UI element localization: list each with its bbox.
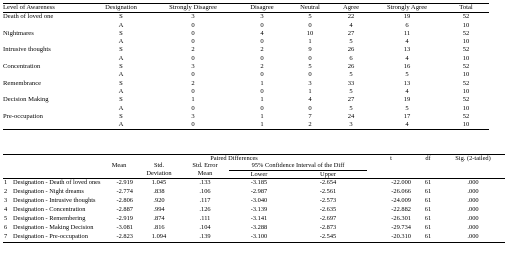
table-row <box>3 197 505 206</box>
row-index-cell: 6 <box>4 224 8 232</box>
table-row <box>3 105 489 113</box>
table-cell: 6 <box>405 21 409 29</box>
df-cell: 61 <box>424 224 432 232</box>
awareness-frequency-table <box>3 3 489 130</box>
awareness-level-cell <box>3 55 91 63</box>
table2-header-row-3 <box>3 170 505 178</box>
mean-cell: -2.774 <box>116 188 133 196</box>
table-cell: 10 <box>462 104 470 112</box>
awareness-level-cell <box>3 71 91 79</box>
header-upper: Upper <box>289 170 367 178</box>
table-row <box>3 96 489 104</box>
table-cell: 17 <box>403 112 411 120</box>
table-cell: 0 <box>308 104 312 112</box>
table-cell: 0 <box>191 29 195 37</box>
table-row <box>3 80 489 88</box>
table-cell: 0 <box>191 71 195 79</box>
table-cell: S <box>119 79 123 87</box>
header-std-err-2: Mean <box>181 170 229 178</box>
table-cell: 0 <box>308 21 312 29</box>
row-index-cell: 3 <box>4 197 8 205</box>
ci-upper-cell: -2.697 <box>319 215 337 223</box>
table-cell: 1 <box>235 121 289 130</box>
awareness-level-cell: Decision Making <box>3 96 49 104</box>
awareness-level-cell: Pre-occupation <box>3 112 43 120</box>
row-index-cell: 5 <box>4 215 8 223</box>
table-cell: 4 <box>308 96 312 104</box>
table-cell: 0 <box>191 87 195 95</box>
table-row <box>3 188 505 197</box>
std-deviation-cell: 1.094 <box>137 233 181 243</box>
table-cell: 24 <box>347 112 355 120</box>
table-cell: S <box>119 29 123 37</box>
table-row <box>3 224 505 233</box>
table-row <box>3 113 489 121</box>
table-cell: 52 <box>462 79 470 87</box>
t-value-cell: -26.066 <box>391 188 411 196</box>
df-cell: 61 <box>424 206 432 214</box>
table-cell: 19 <box>403 13 411 21</box>
std-deviation-cell: .994 <box>153 206 165 214</box>
table-row <box>3 121 489 130</box>
t-value-cell: -29.734 <box>391 224 411 232</box>
std-error-cell: .139 <box>181 233 229 243</box>
sig-cell: .000 <box>467 197 479 205</box>
table2-header-row-2 <box>3 162 505 170</box>
std-error-cell: .106 <box>199 188 211 196</box>
t-value-cell: -22.882 <box>391 206 411 214</box>
table-cell: 13 <box>403 46 411 54</box>
table-cell: 0 <box>260 104 264 112</box>
table-cell: 4 <box>349 21 353 29</box>
sig-cell: .000 <box>467 224 479 232</box>
pair-label-cell: Designation - Concentration <box>13 206 86 214</box>
ci-upper-cell: -2.654 <box>319 179 337 187</box>
table-cell: 27 <box>347 29 355 37</box>
awareness-level-cell <box>3 105 91 113</box>
mean-cell: -2.806 <box>116 197 133 205</box>
header-sig: Sig. (2-tailed) <box>441 155 505 163</box>
table-cell: A <box>91 121 151 130</box>
mean-cell: -3.081 <box>116 224 133 232</box>
table-cell: 0 <box>260 54 264 62</box>
table-cell: 0 <box>260 87 264 95</box>
std-error-cell: .126 <box>199 206 211 214</box>
pair-label-cell: Designation - Night dreams <box>13 188 84 196</box>
table-cell: 0 <box>191 21 195 29</box>
row-index-cell: 2 <box>4 188 8 196</box>
table-cell: 10 <box>462 38 470 46</box>
sig-cell: .000 <box>467 179 479 187</box>
t-value-cell: -20.310 <box>367 233 415 243</box>
table-cell: 2 <box>191 46 195 54</box>
pair-label-cell: Designation - Pre-occupation <box>13 233 101 243</box>
table-cell: 0 <box>151 121 235 130</box>
table-cell: 52 <box>462 29 470 37</box>
table-cell: 10 <box>462 87 470 95</box>
table-cell: A <box>118 54 124 62</box>
std-deviation-cell: .874 <box>153 215 165 223</box>
table-cell: 52 <box>462 112 470 120</box>
table-row <box>3 63 489 71</box>
table1-body <box>3 13 489 130</box>
awareness-level-cell: Nightmares <box>3 29 34 37</box>
table-cell: 5 <box>349 71 353 79</box>
df-cell: 61 <box>424 188 432 196</box>
df-cell: 61 <box>415 233 441 243</box>
table-cell: 3 <box>191 112 195 120</box>
header-t: t <box>367 155 415 163</box>
table-cell: 1 <box>308 87 312 95</box>
header-total: Total <box>443 4 489 13</box>
table-cell: 0 <box>191 54 195 62</box>
std-deviation-cell: 1.045 <box>151 179 167 187</box>
df-cell: 61 <box>424 215 432 223</box>
table-row <box>3 179 505 189</box>
table-cell: 2 <box>260 63 264 71</box>
table-row <box>3 13 489 22</box>
table-cell: S <box>119 96 123 104</box>
header-disagree: Disagree <box>235 4 289 13</box>
awareness-level-cell: Death of loved one <box>3 13 54 21</box>
ci-lower-cell: -2.987 <box>250 188 268 196</box>
table-cell: S <box>119 13 123 21</box>
ci-upper-cell: -2.873 <box>319 224 337 232</box>
table-cell: 0 <box>260 21 264 29</box>
mean-cell: -2.887 <box>116 206 133 214</box>
mean-cell: -2.823 <box>101 233 137 243</box>
header-strongly-agree: Strongly Agree <box>371 4 443 13</box>
table2-header-row-1 <box>3 155 505 163</box>
header-confidence-interval: 95% Confidence Interval of the Diff <box>229 162 367 170</box>
table-cell: 33 <box>347 79 355 87</box>
ci-lower-cell: -3.100 <box>229 233 289 243</box>
pair-label-cell: Designation - Death of loved ones <box>13 179 101 187</box>
paired-differences-table <box>3 154 505 243</box>
t-value-cell: -24.009 <box>391 197 411 205</box>
table-row <box>3 206 505 215</box>
table-cell: 6 <box>349 54 353 62</box>
header-designation: Designation <box>91 4 151 13</box>
t-value-cell: -26.301 <box>391 215 411 223</box>
ci-lower-cell: -3.141 <box>250 215 268 223</box>
table-cell: 13 <box>403 79 411 87</box>
df-cell: 61 <box>424 197 432 205</box>
header-std-err-1: Std. Error <box>192 162 218 170</box>
table-cell: 1 <box>308 38 312 46</box>
header-neutral: Neutral <box>289 4 331 13</box>
table-row <box>3 233 505 243</box>
table-cell: 9 <box>308 46 312 54</box>
std-error-cell: .133 <box>199 179 211 187</box>
sig-cell: .000 <box>467 188 479 196</box>
table-cell: 1 <box>260 112 264 120</box>
table-cell: S <box>119 112 123 120</box>
header-agree: Agree <box>331 4 371 13</box>
table-cell: 0 <box>191 38 195 46</box>
table1-header-row <box>3 4 489 13</box>
mean-cell: -2.919 <box>116 179 133 187</box>
sig-cell: .000 <box>467 215 479 223</box>
table-cell: 0 <box>260 38 264 46</box>
table-cell: 3 <box>331 121 371 130</box>
table-cell: 22 <box>347 13 355 21</box>
header-mean: Mean <box>111 162 127 170</box>
table-cell: 0 <box>260 71 264 79</box>
row-index-cell: 1 <box>4 179 8 187</box>
table-cell: 11 <box>403 29 411 37</box>
table-cell: 19 <box>403 96 411 104</box>
ci-lower-cell: -3.139 <box>250 206 268 214</box>
table-cell: A <box>118 87 124 95</box>
table-cell: A <box>118 71 124 79</box>
t-value-cell: -22.000 <box>391 179 411 187</box>
awareness-level-cell <box>3 22 91 30</box>
table-row <box>3 46 489 54</box>
table-cell: 5 <box>308 63 312 71</box>
table-row <box>3 30 489 38</box>
awareness-level-cell: Intrusive thoughts <box>3 46 51 54</box>
table-cell: 52 <box>462 96 470 104</box>
std-error-cell: .117 <box>199 197 211 205</box>
table-cell: 4 <box>405 54 409 62</box>
table-cell: 52 <box>462 46 470 54</box>
table-cell: 1 <box>260 96 264 104</box>
sig-cell: .000 <box>467 206 479 214</box>
table-cell: 1 <box>191 96 195 104</box>
table2-body <box>3 179 505 243</box>
table-cell: A <box>118 38 124 46</box>
table-cell: 10 <box>462 54 470 62</box>
table-cell: 4 <box>371 121 443 130</box>
table-cell: 4 <box>405 38 409 46</box>
ci-lower-cell: -3.185 <box>250 179 268 187</box>
table-cell: 5 <box>349 38 353 46</box>
row-index-cell: 4 <box>4 206 8 214</box>
table-cell: 10 <box>462 71 470 79</box>
table-row <box>3 71 489 79</box>
table-cell: 5 <box>349 87 353 95</box>
table-cell: 2 <box>191 79 195 87</box>
table-row <box>3 88 489 96</box>
awareness-level-cell <box>3 121 91 130</box>
table-cell: 27 <box>347 96 355 104</box>
table-cell: 16 <box>403 63 411 71</box>
table-cell: 7 <box>308 112 312 120</box>
table-cell: A <box>118 21 124 29</box>
table-cell: 0 <box>308 71 312 79</box>
table-cell: 0 <box>308 54 312 62</box>
table-cell: 3 <box>308 79 312 87</box>
std-error-cell: .111 <box>199 215 211 223</box>
std-deviation-cell: .838 <box>153 188 165 196</box>
header-df: df <box>415 155 441 163</box>
table-cell: 5 <box>405 71 409 79</box>
ci-upper-cell: -2.573 <box>319 197 337 205</box>
table-cell: A <box>118 104 124 112</box>
table-cell: 26 <box>347 63 355 71</box>
awareness-level-cell <box>3 38 91 46</box>
std-error-cell: .104 <box>199 224 211 232</box>
table-row <box>3 55 489 63</box>
ci-lower-cell: -3.288 <box>250 224 268 232</box>
table-cell: 52 <box>462 63 470 71</box>
table-cell: 10 <box>462 21 470 29</box>
table-cell: 4 <box>260 29 264 37</box>
header-lower: Lower <box>229 170 289 178</box>
table-row <box>3 38 489 46</box>
mean-cell: -2.919 <box>116 215 133 223</box>
ci-upper-cell: -2.561 <box>319 188 337 196</box>
table-cell: 3 <box>191 13 195 21</box>
table-row <box>3 22 489 30</box>
std-deviation-cell: .816 <box>153 224 165 232</box>
header-std-dev-1: Std. <box>153 162 165 170</box>
ci-upper-cell: -2.635 <box>319 206 337 214</box>
pair-label-cell: Designation - Remembering <box>13 215 86 223</box>
df-cell: 61 <box>424 179 432 187</box>
table-cell: 2 <box>289 121 331 130</box>
ci-upper-cell: -2.545 <box>289 233 367 243</box>
table-cell: 5 <box>308 13 312 21</box>
ci-lower-cell: -3.040 <box>250 197 268 205</box>
header-strongly-disagree: Strongly Disagree <box>151 4 235 13</box>
table-cell: S <box>119 63 123 71</box>
table-cell: 1 <box>260 79 264 87</box>
header-level-of-awareness: Level of Awareness <box>3 4 91 13</box>
table-cell: 5 <box>349 104 353 112</box>
table-cell: 4 <box>405 87 409 95</box>
table-cell: 10 <box>306 29 314 37</box>
table-row <box>3 215 505 224</box>
table-cell: 3 <box>191 63 195 71</box>
awareness-level-cell: Remembrance <box>3 79 42 87</box>
row-index-cell: 7 <box>3 233 13 243</box>
table-cell: 52 <box>462 13 470 21</box>
table-cell: 26 <box>347 46 355 54</box>
header-std-dev-2: Deviation <box>137 170 181 178</box>
table-cell: 5 <box>405 104 409 112</box>
table-cell: 2 <box>260 46 264 54</box>
header-paired-differences: Paired Differences <box>101 155 367 163</box>
std-deviation-cell: .920 <box>153 197 165 205</box>
table-cell: 3 <box>260 13 264 21</box>
pair-label-cell: Designation - Making Decision <box>13 224 94 232</box>
table-cell: S <box>119 46 123 54</box>
sig-cell: .000 <box>441 233 505 243</box>
awareness-level-cell: Concentration <box>3 63 41 71</box>
awareness-level-cell <box>3 88 91 96</box>
table-cell: 10 <box>443 121 489 130</box>
table-cell: 0 <box>191 104 195 112</box>
pair-label-cell: Designation - Intrusive thoughts <box>13 197 96 205</box>
